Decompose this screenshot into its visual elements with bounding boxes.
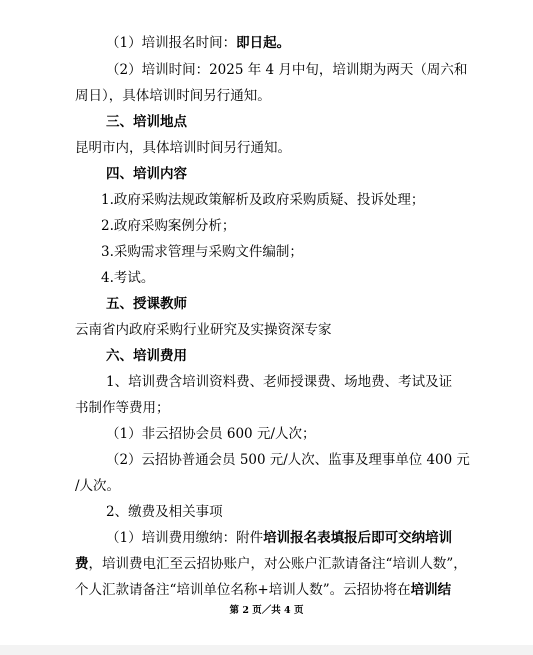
text-bold: 即日起。	[236, 35, 291, 51]
payment-line-2	[75, 554, 467, 574]
page-number-footer: 第 2 页／共 4 页	[229, 605, 304, 616]
text: （1）培训费用缴纳：附件	[106, 530, 264, 546]
content-item-2: 2.政府采购案例分析；	[101, 218, 236, 234]
text: ，培训费电汇至云招协账户，对公账户汇款请备注“培训人数”，	[88, 556, 467, 572]
content-item-4: 4.考试。	[101, 270, 155, 286]
text-bold: 费	[75, 556, 89, 572]
fees-item-1-cont: 书制作等费用；	[75, 400, 170, 416]
text-bold: 培训结	[410, 582, 452, 598]
section-heading-teachers: 五、授课教师	[106, 296, 187, 312]
registration-time-line	[106, 33, 290, 53]
content-item-3: 3.采购需求管理与采购文件编制；	[101, 244, 303, 260]
section-heading-fees: 六、培训费用	[106, 348, 187, 364]
fees-item-1: 1、培训费含培训资料费、老师授课费、场地费、考试及证	[106, 374, 453, 390]
content-item-1: 1.政府采购法规政策解析及政府采购质疑、投诉处理；	[101, 192, 425, 208]
payment-heading: 2、缴费及相关事项	[106, 504, 223, 520]
fees-member: （2）云招协普通会员 500 元/人次、监事及理事单位 400 元	[106, 452, 470, 468]
training-time-line-cont: 周日），具体培训时间另行通知。	[75, 88, 271, 104]
training-time-line: （2）培训时间：2025 年 4 月中旬，培训期为两天（周六和	[106, 62, 468, 78]
text-bold: 培训报名表填报后即可交纳培训	[263, 530, 453, 546]
section-heading-location: 三、培训地点	[106, 114, 187, 130]
page-bottom-edge	[0, 645, 533, 655]
teachers-text: 云南省内政府采购行业研究及实操资深专家	[75, 322, 332, 338]
fees-non-member: （1）非云招协会员 600 元/人次；	[106, 426, 316, 442]
section-heading-content: 四、培训内容	[106, 166, 187, 182]
payment-line-3	[75, 580, 451, 600]
text: 个人汇款请备注“培训单位名称+培训人数”。云招协将在	[75, 582, 411, 598]
location-text: 昆明市内，具体培训时间另行通知。	[75, 140, 291, 156]
text: （1）培训报名时间：	[106, 35, 237, 51]
payment-line-1	[106, 528, 452, 548]
fees-member-cont: /人次。	[75, 478, 121, 494]
